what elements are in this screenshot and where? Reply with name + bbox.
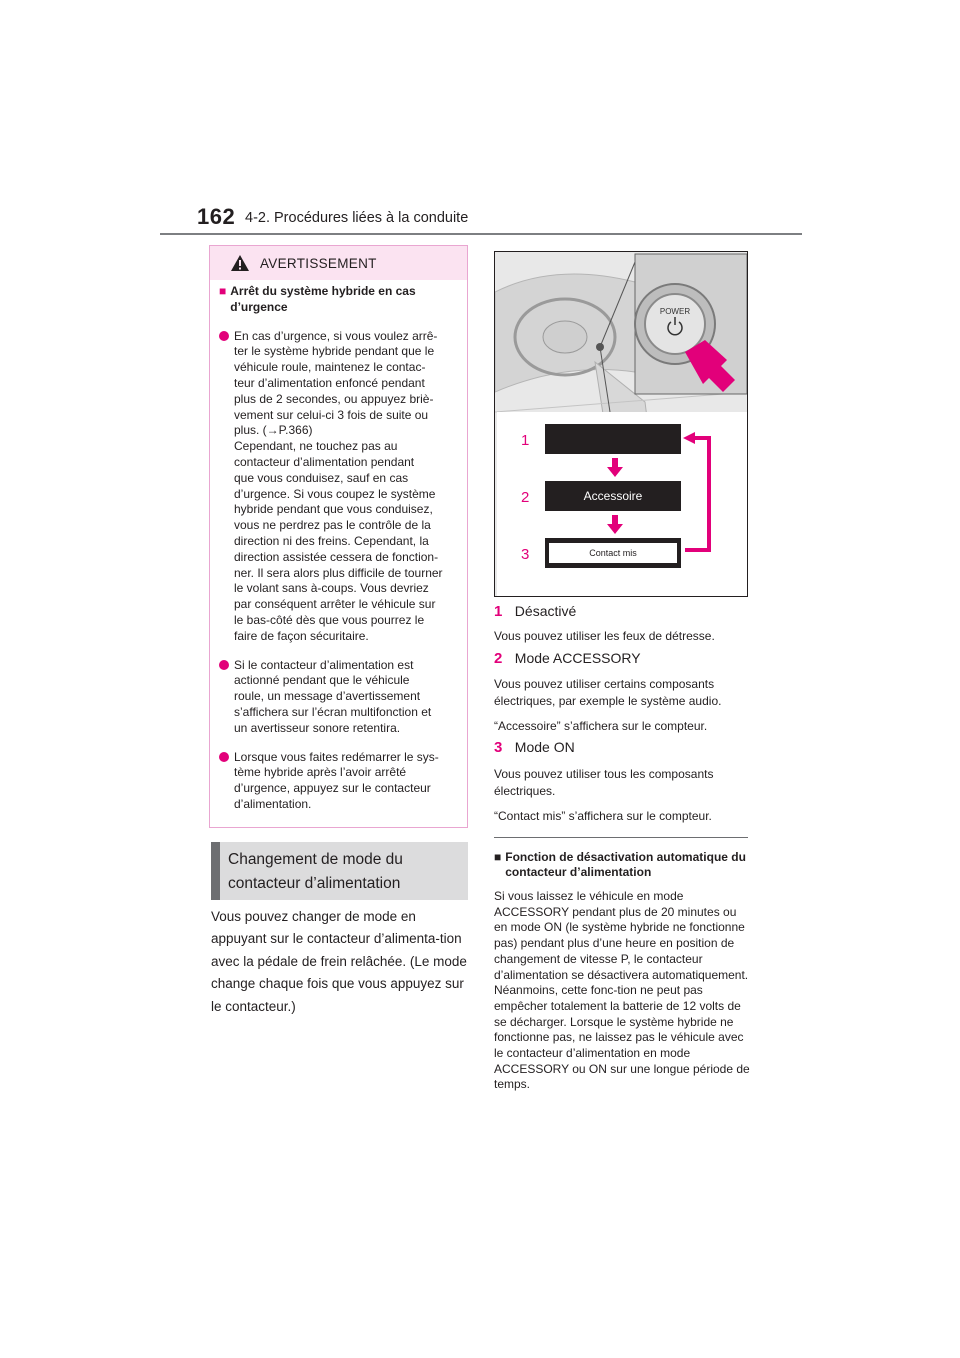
display-accessory: Accessoire	[545, 481, 681, 511]
arrow-down-icon	[607, 458, 623, 478]
mode-item	[494, 603, 576, 621]
mode-label: Mode ON	[514, 739, 575, 755]
power-switch-illustration	[494, 251, 748, 597]
power-button-label: POWER	[659, 307, 691, 316]
mode-label: Désactivé	[514, 603, 577, 619]
mode-item	[494, 650, 641, 668]
arrow-down-icon	[607, 515, 623, 535]
auto-off-title: ■ Fonction de désactivation automatique du contacteur d’alimentation	[494, 850, 746, 879]
mode-description: “Contact mis” s’affichera sur le compteur.	[494, 809, 712, 823]
bullet-dot-icon	[219, 660, 229, 670]
warning-body	[210, 280, 467, 813]
mode-number: 1	[494, 603, 503, 620]
step-number: 3	[521, 546, 530, 563]
mode-description: Vous pouvez utiliser tous les composants électriques.	[494, 767, 714, 798]
mode-label: Mode ACCESSORY	[514, 650, 641, 666]
auto-off-body: Si vous laissez le véhicule en mode ACCESSORY pendant plus de 20 minutes ou en mode ON (le système hybride ne fonctionne pas) pendant plus d’une heure en position de changement de vitesse P, le contacteur d’alimentation se désactivera automatiquement. Néanmoins, cette fonc-tion ne peut pas empêcher totalement la batterie de 12 volts de se décharger. Lorsque le système hybride ne fonctionne pas, ne laissez pas le véhicule avec le contacteur d’alimentation en mode ACCESSORY ou ON sur une longue période de temps.	[494, 889, 750, 1092]
warning-bullet: Si le contacteur d’alimentation est actionné pendant que le véhicule roule, un message d’avertissement s’affichera sur l’écran multifonction et un avertisseur sonore retentira.	[219, 658, 459, 737]
warning-header	[210, 246, 467, 280]
warning-triangle-icon	[230, 254, 250, 272]
warning-box	[209, 245, 468, 828]
section-title: 4-2. Procédures liées à la conduite	[245, 210, 469, 226]
square-bullet-icon: ■	[219, 284, 227, 298]
mode-item	[494, 739, 575, 757]
mode-number: 3	[494, 739, 503, 756]
mode-description: Vous pouvez utiliser les feux de détresse.	[494, 629, 715, 643]
bullet-dot-icon	[219, 752, 229, 762]
page-number: 162	[197, 204, 236, 229]
display-on-label: Contact mis	[549, 543, 677, 563]
cycle-arrow-icon	[683, 432, 717, 558]
display-on	[545, 538, 681, 568]
warning-title: AVERTISSEMENT	[260, 255, 377, 271]
header-rule	[160, 233, 802, 235]
mode-description: Vous pouvez utiliser certains composants électriques, par exemple le système audio.	[494, 677, 722, 708]
section-heading: Changement de mode du contacteur d’alimentation	[211, 842, 468, 900]
warning-bullet: Lorsque vous faites redémarrer le sys- tème hybride après l’avoir arrêté d’urgence, appuyez sur le contacteur d’alimentation.	[219, 750, 459, 813]
mode-number: 2	[494, 650, 503, 667]
step-number: 1	[521, 432, 530, 449]
bullet-dot-icon	[219, 331, 229, 341]
mode-intro-paragraph: Vous pouvez changer de mode en appuyant sur le contacteur d’alimenta-tion avec la pédale de frein relâchée. (Le mode change chaque fois que vous appuyez sur le contacteur.)	[211, 909, 467, 1014]
warning-subtitle: ■ Arrêt du système hybride en cas d’urgence	[219, 284, 416, 314]
mode-description: “Accessoire” s’affichera sur le compteur.	[494, 719, 708, 733]
divider	[494, 837, 748, 838]
display-off	[545, 424, 681, 454]
warning-bullet: En cas d’urgence, si vous voulez arrê- ter le système hybride pendant que le véhicule roule, maintenez le contac- teur d’alimentation enfoncé pendant plus de 2 secondes, ou appuyez briè- vement sur celui-ci 3 fois de suite ou plus. (→P.366) Cependant, ne touchez pas au contacteur d’alimentation pendant que vous conduisez, sauf en cas d’urgence. Si vous coupez le système hybride pendant que vous conduisez, vous ne perdrez pas le contrôle de la direction ni des freins. Cependant, la direction assistée cessera de fonction- ner. Il sera alors plus difficile de tourner le volant sans à-coups. Vous devriez par conséquent arrêter le véhicule sur le bas-côté dès que vous pourrez le faire de façon sécuritaire.	[219, 329, 459, 645]
square-bullet-icon: ■	[494, 850, 502, 864]
step-number: 2	[521, 489, 530, 506]
